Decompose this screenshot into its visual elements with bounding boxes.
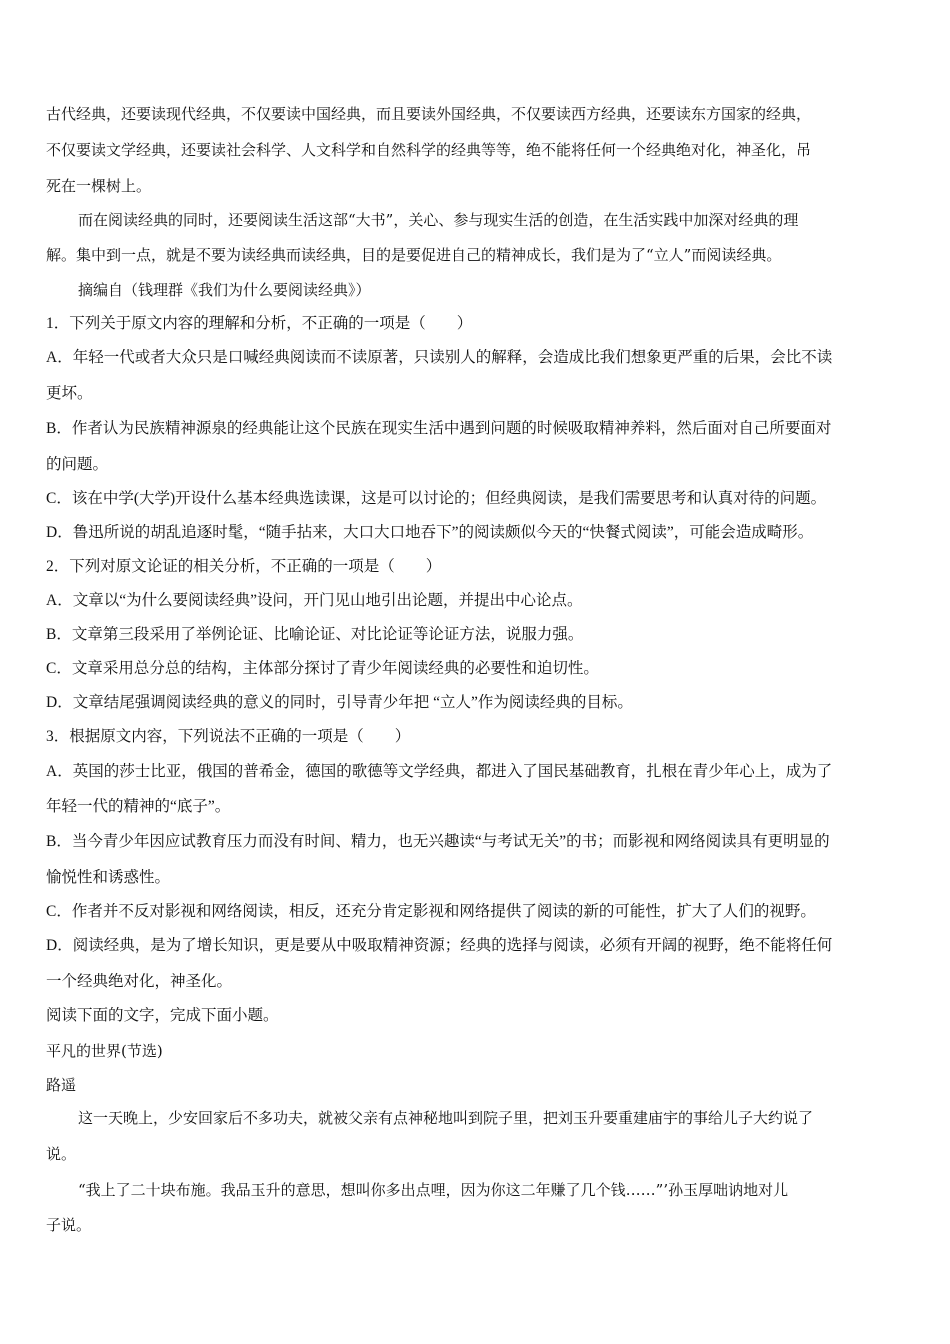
passage1-line: 解。集中到一点，就是不要为读经典而读经典，目的是要促进自己的精神成长，我们是为了“立人”而阅读经典。: [46, 246, 782, 264]
question-1-option-a-cont: 更坏。: [46, 385, 93, 402]
source-citation: 摘编自（钱理群《我们为什么要阅读经典》）: [78, 281, 371, 299]
question-2-stem: 2．下列对原文论证的相关分析，不正确的一项是（ ）: [46, 558, 442, 575]
question-2-option-c: C．文章采用总分总的结构，主体部分探讨了青少年阅读经典的必要性和迫切性。: [46, 660, 599, 677]
question-3-option-b-cont: 愉悦性和诱惑性。: [46, 869, 171, 886]
question-3-option-b: B．当今青少年因应试教育压力而没有时间、精力，也无兴趣读“与考试无关”的书；而影视和网络阅读具有更明显的: [46, 833, 830, 850]
question-1-stem: 1．下列关于原文内容的理解和分析，不正确的一项是（ ）: [46, 315, 473, 332]
passage1-line: 不仅要读文学经典，还要读社会科学、人文科学和自然科学的经典等等，绝不能将任何一个经典绝对化，神圣化，吊: [46, 141, 812, 159]
question-1-option-b: B．作者认为民族精神源泉的经典能让这个民族在现实生活中遇到问题的时候吸取精神养料，然后面对自己所要面对: [46, 420, 832, 437]
passage1-line: 古代经典，还要读现代经典，不仅要读中国经典，而且要读外国经典，不仅要读西方经典，还要读东方国家的经典，: [46, 105, 812, 123]
passage1-line: 死在一棵树上。: [46, 177, 152, 195]
passage2-line: 说。: [46, 1145, 77, 1163]
question-2-option-d: D．文章结尾强调阅读经典的意义的同时，引导青少年把 “立人”作为阅读经典的目标。: [46, 694, 633, 711]
question-1-option-b-cont: 的问题。: [46, 456, 109, 473]
question-3-option-d: D．阅读经典，是为了增长知识，更是要从中吸取精神资源；经典的选择与阅读，必须有开阔的视野，绝不能将任何: [46, 937, 833, 954]
question-1-option-a: A．年轻一代或者大众只是口喊经典阅读而不读原著，只读别人的解释，会造成比我们想象更严重的后果，会比不读: [46, 349, 833, 366]
question-3-option-a: A．英国的莎士比亚，俄国的普希金，德国的歌德等文学经典，都进入了国民基础教育，扎根在青少年心上，成为了: [46, 763, 833, 780]
question-2-option-a: A．文章以“为什么要阅读经典”设问，开门见山地引出论题，并提出中心论点。: [46, 592, 583, 609]
question-3-option-d-cont: 一个经典绝对化，神圣化。: [46, 973, 233, 990]
passage2-author: 路遥: [46, 1076, 77, 1094]
passage2-line: 子说。: [46, 1216, 92, 1234]
question-3-stem: 3．根据原文内容，下列说法不正确的一项是（ ）: [46, 728, 411, 745]
passage2-line: “我上了二十块布施。我品玉升的意思，想叫你多出点哩，因为你这二年赚了几个钱……”’孙玉厚咄讷地对儿: [78, 1181, 789, 1199]
question-1-option-c: C．该在中学(大学)开设什么基本经典选读课，这是可以讨论的；但经典阅读，是我们需要思考和认真对待的问题。: [46, 490, 827, 507]
question-3-option-a-cont: 年轻一代的精神的“底子”。: [46, 798, 231, 815]
reading-instruction: 阅读下面的文字，完成下面小题。: [46, 1007, 279, 1024]
passage1-line: 而在阅读经典的同时，还要阅读生活这部“大书”，关心、参与现实生活的创造，在生活实践中加深对经典的理: [78, 211, 799, 229]
passage2-line: 这一天晚上，少安回家后不多功夫，就被父亲有点神秘地叫到院子里，把刘玉升要重建庙宇的事给儿子大约说了: [78, 1109, 814, 1127]
question-2-option-b: B．文章第三段采用了举例论证、比喻论证、对比论证等论证方法，说服力强。: [46, 626, 584, 643]
question-3-option-c: C．作者并不反对影视和网络阅读，相反，还充分肯定影视和网络提供了阅读的新的可能性，扩大了人们的视野。: [46, 903, 816, 920]
question-1-option-d: D．鲁迅所说的胡乱追逐时髦，“随手拈来，大口大口地吞下”的阅读颇似今天的“快餐式阅读”，可能会造成畸形。: [46, 524, 814, 541]
passage2-title: 平凡的世界(节选): [46, 1042, 163, 1060]
